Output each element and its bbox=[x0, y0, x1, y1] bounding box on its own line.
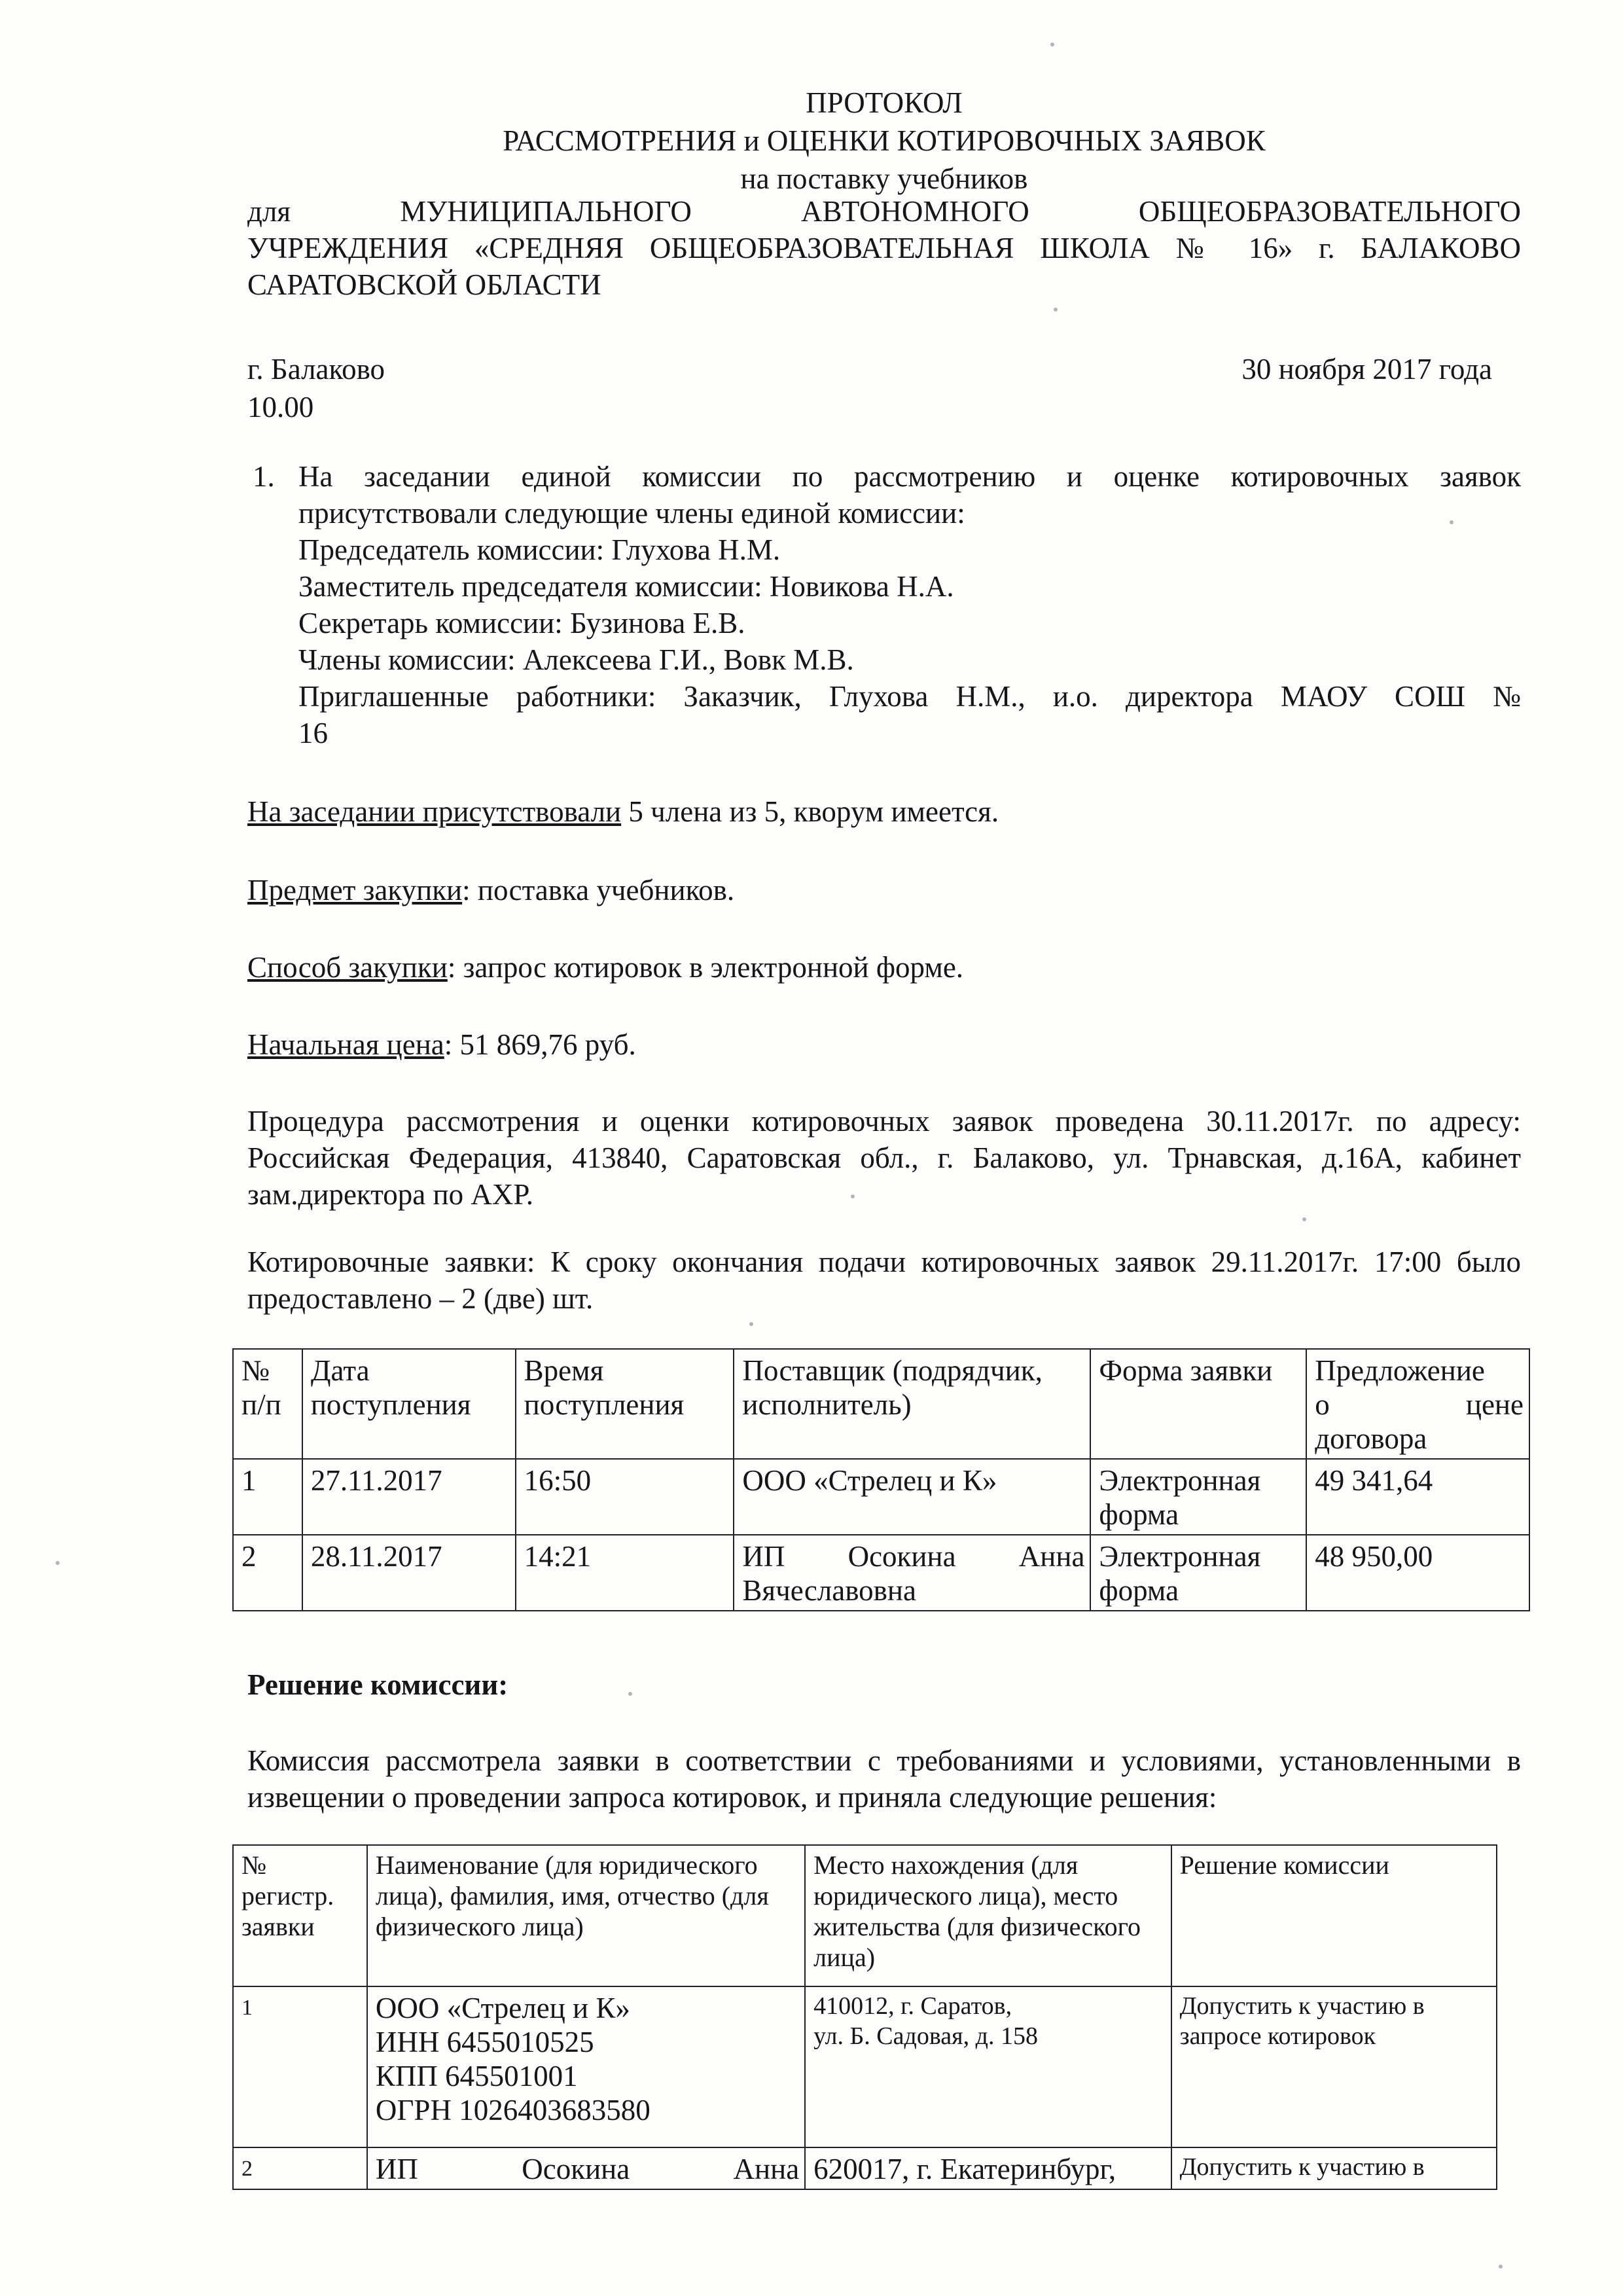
commission-invited-1: Приглашенные работники: Заказчик, Глухова Н.М., и.о. директора МАОУ СОШ № bbox=[298, 680, 1521, 713]
row-number: 2 bbox=[233, 1535, 302, 1611]
row-reg-number: 2 bbox=[233, 2147, 367, 2189]
procedure-paragraph: Процедура рассмотрения и оценки котировочных заявок проведена 30.11.2017г. по адресу: Российская Федерация, 413840, Саратовская обл., г. Балаково, ул. Трнавская, д.16А, кабинет зам.директора по АХР. bbox=[247, 1105, 1521, 1211]
commission-secretary: Секретарь комиссии: Бузинова Е.В. bbox=[298, 607, 745, 639]
method-line bbox=[247, 949, 1521, 986]
quorum-label: На заседании присутствовали bbox=[247, 795, 622, 828]
row-name-line-1: ИП Осокина Анна bbox=[375, 2153, 800, 2185]
row-offer: 49 341,64 bbox=[1306, 1459, 1529, 1535]
commission-members bbox=[253, 458, 1521, 751]
row-supplier-line-1: ИП Осокина Анна bbox=[742, 1540, 1085, 1573]
title-subject: на поставку учебников bbox=[740, 162, 1028, 195]
col-name: Наименование (для юридического лица), фамилия, имя, отчество (для физического лица) bbox=[367, 1845, 805, 1986]
applications-table bbox=[232, 1348, 1530, 1611]
row-name-line-4: ОГРН 1026403683580 bbox=[375, 2094, 651, 2126]
col-number: № п/п bbox=[233, 1349, 302, 1459]
method-label: Способ закупки bbox=[247, 951, 448, 984]
addressee-line-2: УЧРЕЖДЕНИЯ «СРЕДНЯЯ ОБЩЕОБРАЗОВАТЕЛЬНАЯ ШКОЛА № 16» г. БАЛАКОВО bbox=[247, 232, 1521, 264]
col-offer-line-3: договора bbox=[1315, 1422, 1427, 1455]
row-number: 1 bbox=[233, 1459, 302, 1535]
document-title bbox=[247, 84, 1521, 198]
addressee-line-3: САРАТОВСКОЙ ОБЛАСТИ bbox=[247, 268, 601, 301]
scan-speck bbox=[1050, 43, 1054, 46]
meeting-time: 10.00 bbox=[247, 391, 314, 423]
price-text: : 51 869,76 руб. bbox=[444, 1028, 636, 1061]
row-name-line-1: ООО «Стрелец и К» bbox=[375, 1992, 630, 2024]
commission-intro-2: присутствовали следующие члены единой комиссии: bbox=[298, 497, 965, 529]
col-form: Форма заявки bbox=[1090, 1349, 1306, 1459]
method-text: : запрос котировок в электронной форме. bbox=[447, 951, 964, 984]
col-reg-number: № регистр. заявки bbox=[233, 1845, 367, 1986]
title-protocol: ПРОТОКОЛ bbox=[806, 86, 963, 119]
commission-chair: Председатель комиссии: Глухова Н.М. bbox=[298, 533, 781, 566]
scan-speck bbox=[628, 1692, 632, 1696]
row-supplier bbox=[734, 1535, 1090, 1611]
row-location-line-1: 620017, г. Екатеринбург, bbox=[813, 2153, 1116, 2185]
list-number: 1. bbox=[253, 460, 275, 493]
row-name-line-3: КПП 645501001 bbox=[375, 2060, 578, 2092]
row-location bbox=[805, 1986, 1171, 2147]
commission-deputy: Заместитель председателя комиссии: Новикова Н.А. bbox=[298, 570, 954, 603]
commission-intro-1: На заседании единой комиссии по рассмотрению и оценке котировочных заявок bbox=[298, 460, 1521, 493]
row-reg-number: 1 bbox=[233, 1986, 367, 2147]
title-review: РАССМОТРЕНИЯ и ОЦЕНКИ КОТИРОВОЧНЫХ ЗАЯВОК bbox=[503, 124, 1266, 157]
scan-speck bbox=[749, 1322, 753, 1326]
row-date: 27.11.2017 bbox=[302, 1459, 516, 1535]
decision-paragraph: Комиссия рассмотрела заявки в соответствии с требованиями и условиями, установленными в извещении о проведении запроса котировок, и приняла следующие решения: bbox=[247, 1744, 1521, 1814]
table-row bbox=[233, 2147, 1497, 2189]
col-offer-line-1: Предложение bbox=[1315, 1354, 1485, 1387]
col-date: Дата поступления bbox=[302, 1349, 516, 1459]
col-supplier: Поставщик (подрядчик, исполнитель) bbox=[734, 1349, 1090, 1459]
price-label: Начальная цена bbox=[247, 1028, 444, 1061]
table-header-row bbox=[233, 1349, 1529, 1459]
row-form: Электронная форма bbox=[1090, 1535, 1306, 1611]
table-row bbox=[233, 1986, 1497, 2147]
col-offer bbox=[1306, 1349, 1529, 1459]
city: г. Балаково bbox=[247, 353, 385, 386]
quotes-paragraph: Котировочные заявки: К сроку окончания подачи котировочных заявок 29.11.2017г. 17:00 было предоставлено – 2 (две) шт. bbox=[247, 1246, 1521, 1315]
scan-speck bbox=[851, 1194, 855, 1198]
decisions-table bbox=[232, 1844, 1497, 2190]
row-date: 28.11.2017 bbox=[302, 1535, 516, 1611]
meeting-date: 30 ноября 2017 года bbox=[1241, 353, 1492, 386]
addressee bbox=[247, 193, 1521, 303]
row-supplier: ООО «Стрелец и К» bbox=[734, 1459, 1090, 1535]
row-time: 14:21 bbox=[516, 1535, 734, 1611]
decision-heading: Решение комиссии: bbox=[247, 1668, 508, 1701]
row-time: 16:50 bbox=[516, 1459, 734, 1535]
col-location: Место нахождения (для юридического лица), место жительства (для физического лица) bbox=[805, 1845, 1171, 1986]
commission-members-list: Члены комиссии: Алексеева Г.И., Вовк М.В. bbox=[298, 643, 854, 676]
col-decision: Решение комиссии bbox=[1171, 1845, 1497, 1986]
price-line bbox=[247, 1026, 1521, 1063]
addressee-line-1: для МУНИЦИПАЛЬНОГО АВТОНОМНОГО ОБЩЕОБРАЗОВАТЕЛЬНОГО bbox=[247, 195, 1521, 228]
subject-label: Предмет закупки bbox=[247, 874, 463, 906]
row-location bbox=[805, 2147, 1171, 2189]
row-decision: Допустить к участию в запросе котировок bbox=[1171, 1986, 1497, 2147]
scan-speck bbox=[1302, 1217, 1306, 1221]
row-name bbox=[367, 2147, 805, 2189]
commission-invited-2: 16 bbox=[298, 717, 328, 749]
row-form: Электронная форма bbox=[1090, 1459, 1306, 1535]
row-location-line-2: ул. Б. Садовая, д. 158 bbox=[813, 2022, 1038, 2050]
table-header-row bbox=[233, 1845, 1497, 1986]
row-decision: Допустить к участию в bbox=[1171, 2147, 1497, 2189]
col-offer-line-2: о цене bbox=[1315, 1388, 1524, 1421]
table-row bbox=[233, 1535, 1529, 1611]
col-time: Время поступления bbox=[516, 1349, 734, 1459]
quorum-line bbox=[247, 793, 1521, 830]
row-supplier-line-2: Вячеславовна bbox=[742, 1574, 916, 1607]
row-offer: 48 950,00 bbox=[1306, 1535, 1529, 1611]
scan-speck bbox=[56, 1561, 60, 1565]
scan-speck bbox=[1054, 308, 1058, 312]
row-location-line-1: 410012, г. Саратов, bbox=[813, 1992, 1012, 2020]
row-name bbox=[367, 1986, 805, 2147]
scan-speck bbox=[1450, 520, 1454, 524]
table-row bbox=[233, 1459, 1529, 1535]
scan-speck bbox=[1499, 2265, 1503, 2269]
row-name-line-2: ИНН 6455010525 bbox=[375, 2026, 594, 2058]
subject-text: : поставка учебников. bbox=[462, 874, 735, 906]
quorum-text: 5 члена из 5, кворум имеется. bbox=[621, 795, 999, 828]
subject-line bbox=[247, 872, 1521, 908]
